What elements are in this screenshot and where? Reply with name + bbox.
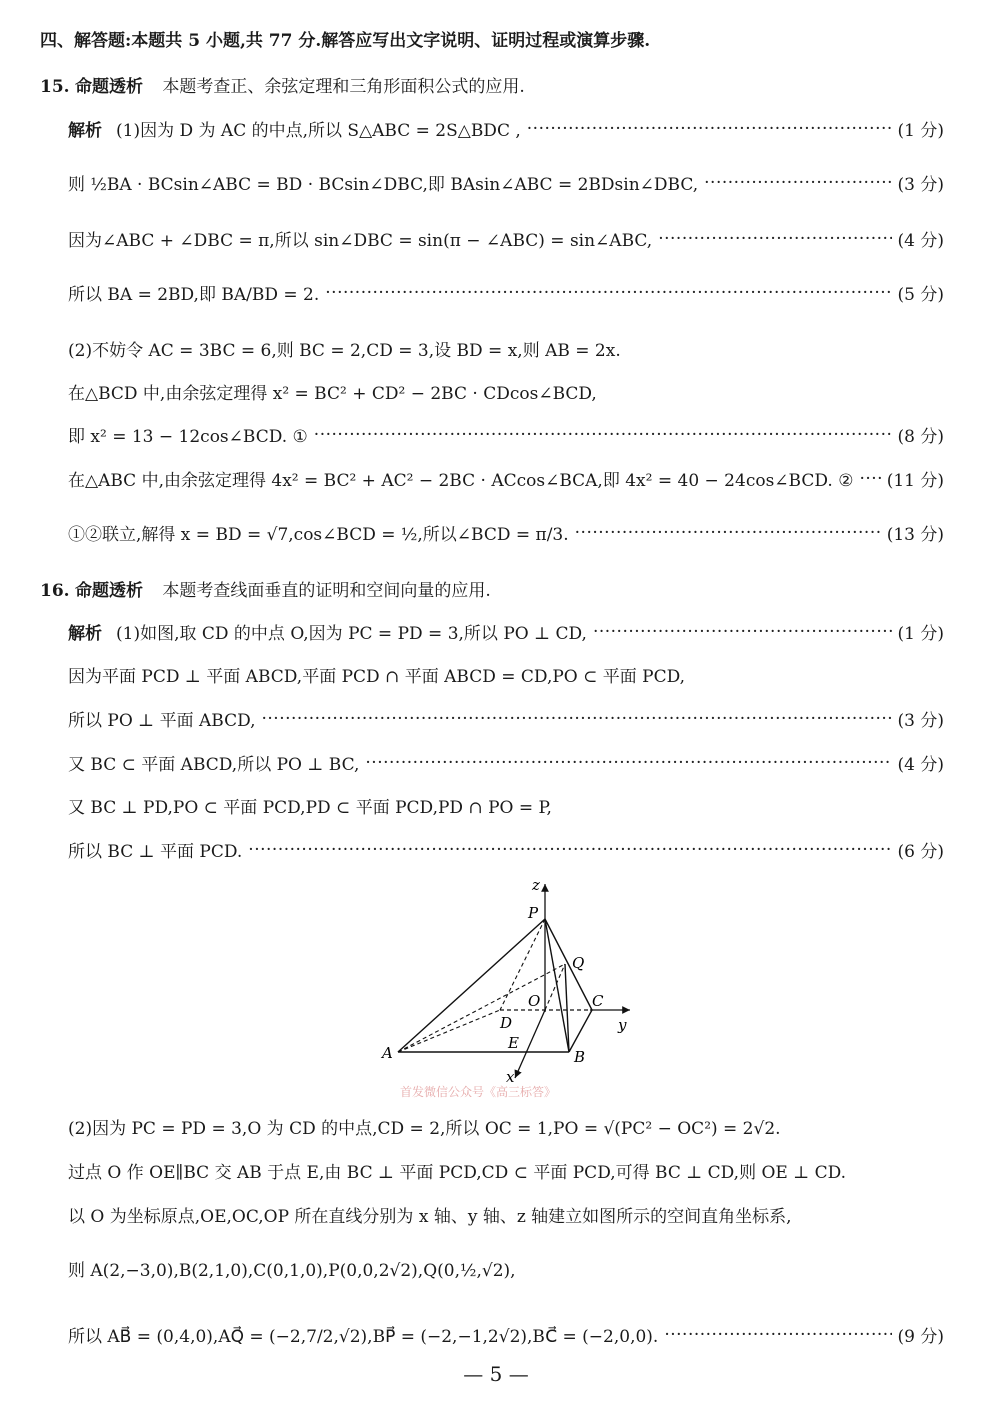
q16-line-2 (68, 662, 944, 687)
q15-line-text: (1)因为 D 为 AC 的中点,所以 S△ABC = 2S△BDC , (116, 121, 521, 141)
q16-score: (4 分) (897, 755, 944, 775)
q15-line-6 (68, 379, 944, 404)
label-P: P (528, 904, 539, 922)
q16-part2-line-4 (68, 1256, 944, 1281)
q16-line-1 (68, 619, 944, 644)
pyramid-figure (360, 872, 650, 1102)
q15-score: (11 分) (886, 471, 944, 491)
label-B: B (574, 1048, 586, 1066)
label-A: A (382, 1044, 393, 1062)
leader-dots (365, 753, 891, 773)
q15-score: (8 分) (897, 427, 944, 447)
q16-line-text: 所以 PO ⊥ 平面 ABCD, (68, 711, 256, 731)
q15-score: (4 分) (897, 231, 944, 251)
q16-line-5 (68, 793, 944, 818)
q16-line-text: 又 BC ⊥ PD,PO ⊂ 平面 PCD,PD ⊂ 平面 PCD,PD ∩ PO = P, (68, 798, 552, 818)
q15-line-8 (68, 466, 944, 491)
q15-line-4 (68, 280, 944, 305)
q15-line-7 (68, 422, 944, 447)
q15-line-text: (2)不妨令 AC = 3BC = 6,则 BC = 2,CD = 3,设 BD = x,则 AB = 2x. (68, 341, 621, 361)
q16-score: (3 分) (897, 711, 944, 731)
leader-dots (658, 229, 891, 249)
q15-line-text: ①②联立,解得 x = BD = √7,cos∠BCD = ½,所以∠BCD = π/3. (68, 525, 569, 545)
q16-line-text: 又 BC ⊂ 平面 ABCD,所以 PO ⊥ BC, (68, 755, 360, 775)
q16-line-text: 过点 O 作 OE∥BC 交 AB 于点 E,由 BC ⊥ 平面 PCD,CD ⊂ 平面 PCD,可得 BC ⊥ CD,则 OE ⊥ CD. (68, 1163, 847, 1183)
label-C: C (592, 992, 604, 1010)
q15-line-2 (68, 170, 944, 195)
q15-score: (3 分) (897, 175, 944, 195)
section-header: 四、解答题:本题共 5 小题,共 77 分.解答应写出文字说明、证明过程或演算步骤. (40, 31, 651, 51)
q16-analysis-label: 解析 (68, 624, 102, 644)
q16-number: 16. (40, 581, 70, 601)
leader-dots (575, 523, 881, 543)
q15-line-3 (68, 226, 944, 251)
leader-dots (248, 840, 891, 860)
q15-score: (1 分) (897, 121, 944, 141)
edge-BC (569, 1010, 592, 1052)
q16-line-text: (1)如图,取 CD 的中点 O,因为 PC = PD = 3,所以 PO ⊥ CD, (116, 624, 587, 644)
q15-line-text: 则 ½BA · BCsin∠ABC = BD · BCsin∠DBC,即 BAsin∠ABC = 2BDsin∠DBC, (68, 175, 699, 195)
q15-score: (13 分) (886, 525, 944, 545)
q16-score: (6 分) (897, 842, 944, 862)
label-Q: Q (572, 954, 585, 972)
q15-line-text: 即 x² = 13 − 12cos∠BCD. ① (68, 427, 308, 447)
leader-dots (593, 622, 892, 642)
q16-line-4 (68, 750, 944, 775)
q16-line-text: 以 O 为坐标原点,OE,OC,OP 所在直线分别为 x 轴、y 轴、z 轴建立如图所示的空间直角坐标系, (68, 1207, 792, 1227)
q15-line-text: 在△BCD 中,由余弦定理得 x² = BC² + CD² − 2BC · CDcos∠BCD, (68, 384, 597, 404)
leader-dots (664, 1325, 891, 1345)
q15-line-9 (68, 520, 944, 545)
q16-intent (40, 576, 491, 601)
leader-dots (325, 283, 891, 303)
q15-line-1 (68, 116, 944, 141)
q15-number: 15. (40, 77, 70, 97)
edge-AD (398, 1010, 500, 1052)
q15-score: (5 分) (897, 285, 944, 305)
q16-line-text: 因为平面 PCD ⊥ 平面 ABCD,平面 PCD ∩ 平面 ABCD = CD,PO ⊂ 平面 PCD, (68, 667, 686, 687)
q16-score: (9 分) (897, 1327, 944, 1347)
q16-line-3 (68, 706, 944, 731)
q15-analysis-label: 解析 (68, 121, 102, 141)
watermark: 首发微信公众号《高三标答》 (400, 1085, 557, 1099)
q15-intent-text: 本题考查正、余弦定理和三角形面积公式的应用. (162, 77, 525, 97)
label-z: z (532, 876, 540, 894)
leader-dots (314, 425, 892, 445)
label-E: E (508, 1034, 519, 1052)
q16-part2-line-3 (68, 1202, 944, 1227)
q15-line-5 (68, 336, 944, 361)
x-axis (515, 1010, 545, 1078)
page-number: — 5 — (463, 1362, 529, 1386)
q16-intent-label: 命题透析 (74, 581, 143, 601)
leader-dots (527, 119, 892, 139)
q15-line-text: 所以 BA = 2BD,即 BA/BD = 2. (68, 285, 320, 305)
q15-intent-label: 命题透析 (74, 77, 143, 97)
q16-intent-text: 本题考查线面垂直的证明和空间向量的应用. (162, 581, 491, 601)
edge-PA (398, 919, 545, 1052)
leader-dots (859, 469, 880, 489)
q15-line-text: 在△ABC 中,由余弦定理得 4x² = BC² + AC² − 2BC · ACcos∠BCA,即 4x² = 40 − 24cos∠BCD. ② (68, 471, 854, 491)
q15-intent (40, 72, 525, 97)
label-y: y (618, 1016, 627, 1034)
q16-part2-line-2 (68, 1158, 944, 1183)
q16-line-text: 所以 BC ⊥ 平面 PCD. (68, 842, 243, 862)
q16-line-6 (68, 837, 944, 862)
leader-dots (704, 173, 891, 193)
edge-PC (545, 919, 592, 1010)
q16-part2-line-5 (68, 1322, 944, 1347)
label-O: O (528, 992, 541, 1010)
leader-dots (262, 709, 892, 729)
q16-score: (1 分) (897, 624, 944, 644)
q15-line-text: 因为∠ABC + ∠DBC = π,所以 sin∠DBC = sin(π − ∠ABC) = sin∠ABC, (68, 231, 653, 251)
q16-line-text: (2)因为 PC = PD = 3,O 为 CD 的中点,CD = 2,所以 OC = 1,PO = √(PC² − OC²) = 2√2. (68, 1119, 781, 1139)
label-D: D (500, 1014, 513, 1032)
q16-line-text: 所以 AB⃗ = (0,4,0),AQ⃗ = (−2,7/2,√2),BP⃗ = (−2,−1,2√2),BC⃗ = (−2,0,0). (68, 1327, 659, 1347)
label-x: x (506, 1068, 515, 1086)
q16-part2-line-1 (68, 1114, 944, 1139)
q16-line-text: 则 A(2,−3,0),B(2,1,0),C(0,1,0),P(0,0,2√2),Q(0,½,√2), (68, 1261, 516, 1281)
